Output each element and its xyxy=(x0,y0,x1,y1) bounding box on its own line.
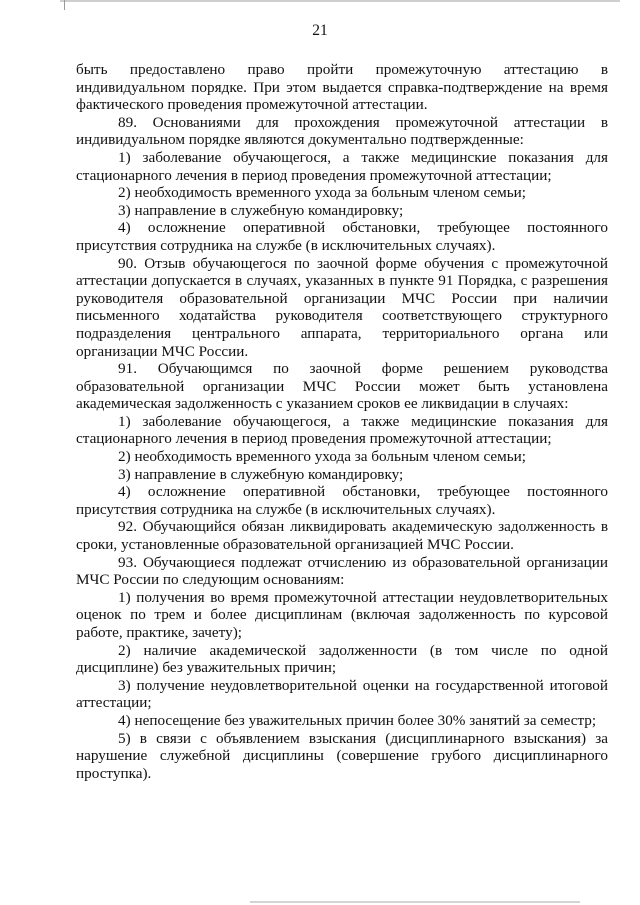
document-body xyxy=(76,61,608,782)
list-item: 1) заболевание обучающегося, а также медицинские показания для стационарного лечения в период проведения промежуточной аттестации; xyxy=(76,412,608,448)
list-item: 4) осложнение оперативной обстановки, требующее постоянного присутствия сотрудника на службе (в исключительных случаях). xyxy=(76,219,608,254)
paragraph-90: 90. Отзыв обучающегося по заочной форме обучения с промежуточной аттестации допускается в случаях, указанных в пункте 91 Порядка, с разрешения руководителя образовательной организации МЧС России при наличии письменного ходатайства руководителя соответствующего структурного подразделения центрального аппарата, территориального органа или организации МЧС России. xyxy=(76,254,608,360)
paragraph-89: 89. Основаниями для прохождения промежуточной аттестации в индивидуальном порядке являются документально подтвержденные: xyxy=(76,113,608,149)
paragraph-continuation: быть предоставлено право пройти промежуточную аттестацию в индивидуальном порядке. При этом выдается справка-подтверждение на время фактического проведения промежуточной аттестации. xyxy=(76,61,608,114)
scan-edge-top xyxy=(60,0,620,2)
list-item: 1) заболевание обучающегося, а также медицинские показания для стационарного лечения в период проведения промежуточной аттестации; xyxy=(76,148,608,184)
list-item: 3) направление в служебную командировку; xyxy=(118,465,404,483)
list-item: 2) наличие академической задолженности (в том числе по одной дисциплине) без уважительных причин; xyxy=(76,641,608,677)
list-item: 5) в связи с объявлением взыскания (дисциплинарного взыскания) за нарушение служебной дисциплины (совершение грубого дисциплинарного проступка). xyxy=(76,729,608,782)
paragraph-93: 93. Обучающиеся подлежат отчислению из образовательной организации МЧС России по следующим основаниям: xyxy=(76,553,608,589)
list-item: 4) непосещение без уважительных причин более 30% занятий за семестр; xyxy=(118,711,597,729)
paragraph-91: 91. Обучающимся по заочной форме решением руководства образовательной организации МЧС России может быть установлена академическая задолженность с указанием сроков ее ликвидации в случаях: xyxy=(76,360,608,413)
list-item: 4) осложнение оперативной обстановки, требующее постоянного присутствия сотрудника на службе (в исключительных случаях). xyxy=(76,483,608,518)
list-item: 2) необходимость временного ухода за больным членом семьи; xyxy=(118,184,526,202)
paragraph-92: 92. Обучающийся обязан ликвидировать академическую задолженность в сроки, установленные образовательной организацией МЧС России. xyxy=(76,518,608,554)
page-number: 21 xyxy=(312,22,328,39)
scan-mark xyxy=(64,0,65,10)
list-item: 1) получения во время промежуточной аттестации неудовлетворительных оценок по трем и более дисциплинам (включая задолженность по курсовой работе, практике, зачету); xyxy=(76,588,608,641)
list-item: 3) получение неудовлетворительной оценки на государственной итоговой аттестации; xyxy=(76,676,608,712)
list-item: 3) направление в служебную командировку; xyxy=(118,201,404,219)
list-item: 2) необходимость временного ухода за больным членом семьи; xyxy=(118,448,526,466)
scan-edge-bottom xyxy=(250,901,580,903)
